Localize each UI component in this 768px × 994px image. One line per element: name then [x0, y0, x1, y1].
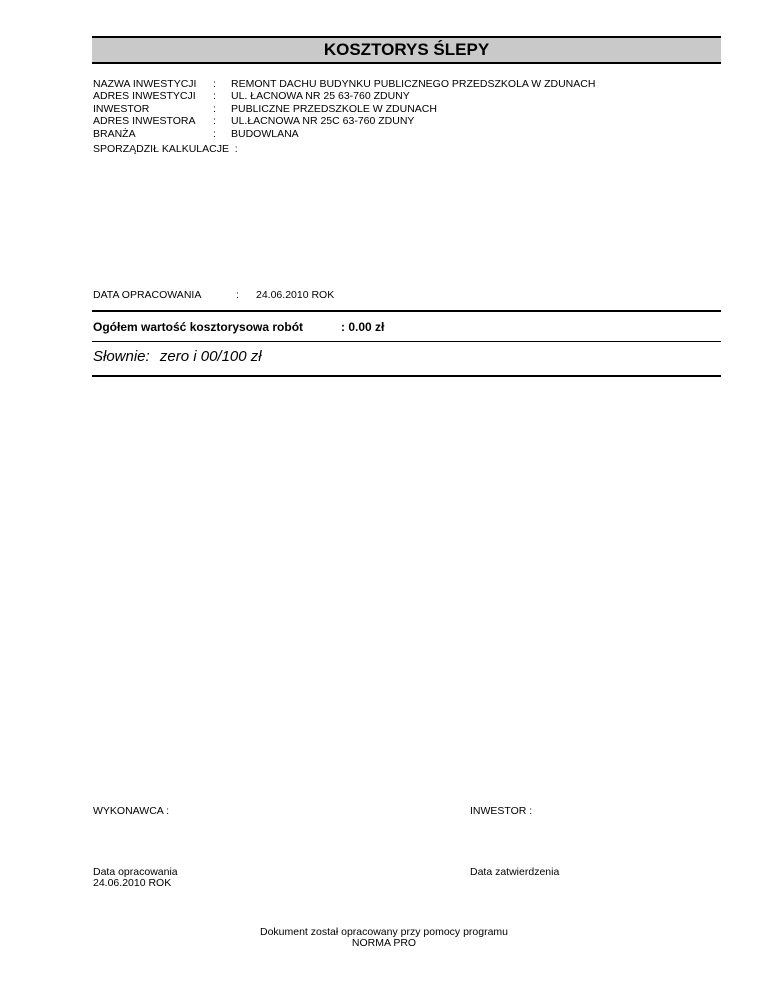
- info-separator: :: [213, 102, 216, 115]
- info-label: ADRES INWESTORA: [93, 115, 196, 128]
- info-separator: :: [213, 90, 216, 103]
- info-value: BUDOWLANA: [231, 127, 299, 140]
- info-value: UL.ŁACNOWA NR 25C 63-760 ZDUNY: [231, 115, 415, 128]
- info-value: PUBLICZNE PRZEDSZKOLE W ZDUNACH: [231, 102, 437, 115]
- document-title-bar: [92, 36, 721, 64]
- info-label: NAZWA INWESTYCJI: [93, 78, 197, 90]
- investment-info: [93, 78, 595, 140]
- total-value: : 0.00 zł: [341, 320, 385, 334]
- approval-date-label: Data zatwierdzenia: [470, 866, 560, 878]
- document-title: KOSZTORYS ŚLEPY: [323, 40, 490, 59]
- signature-date-value: 24.06.2010 ROK: [93, 877, 172, 889]
- info-row-adres-inwestycji: [93, 90, 595, 102]
- total-label: Ogółem wartość kosztorysowa robót: [93, 320, 304, 334]
- divider-line: [92, 375, 721, 377]
- data-opracowania-separator: :: [236, 289, 239, 301]
- info-row-branza: [93, 128, 595, 140]
- info-separator: :: [213, 127, 216, 140]
- wykonawca-label: WYKONAWCA :: [93, 805, 170, 817]
- info-label: BRANŻA: [93, 127, 136, 140]
- divider-line: [92, 341, 721, 342]
- info-separator: :: [213, 115, 216, 128]
- info-label: ADRES INWESTYCJI: [93, 90, 196, 103]
- info-value: UL. ŁACNOWA NR 25 63-760 ZDUNY: [231, 90, 410, 103]
- info-row-nazwa: [93, 78, 595, 90]
- footer-line-1: Dokument został opracowany przy pomocy programu: [259, 926, 509, 938]
- signature-date-label: Data opracowania: [93, 866, 178, 878]
- data-opracowania-label: DATA OPRACOWANIA: [93, 289, 202, 301]
- info-label: INWESTOR: [93, 102, 150, 115]
- divider-line: [92, 310, 721, 312]
- info-value: REMONT DACHU BUDYNKU PUBLICZNEGO PRZEDSZKOLA W ZDUNACH: [231, 78, 596, 90]
- slownie-label: Słownie:: [93, 348, 150, 365]
- data-opracowania-value: 24.06.2010 ROK: [256, 289, 335, 301]
- info-separator: :: [213, 78, 216, 90]
- slownie-value: zero i 00/100 zł: [159, 348, 262, 365]
- info-row-adres-inwestora: [93, 115, 595, 127]
- info-row-inwestor: [93, 103, 595, 115]
- sporzadzil-label: SPORZĄDZIŁ KALKULACJE :: [93, 143, 238, 155]
- inwestor-signature-label: INWESTOR :: [470, 805, 533, 817]
- slownie-row: [93, 348, 262, 365]
- footer-line-2: NORMA PRO: [351, 937, 417, 949]
